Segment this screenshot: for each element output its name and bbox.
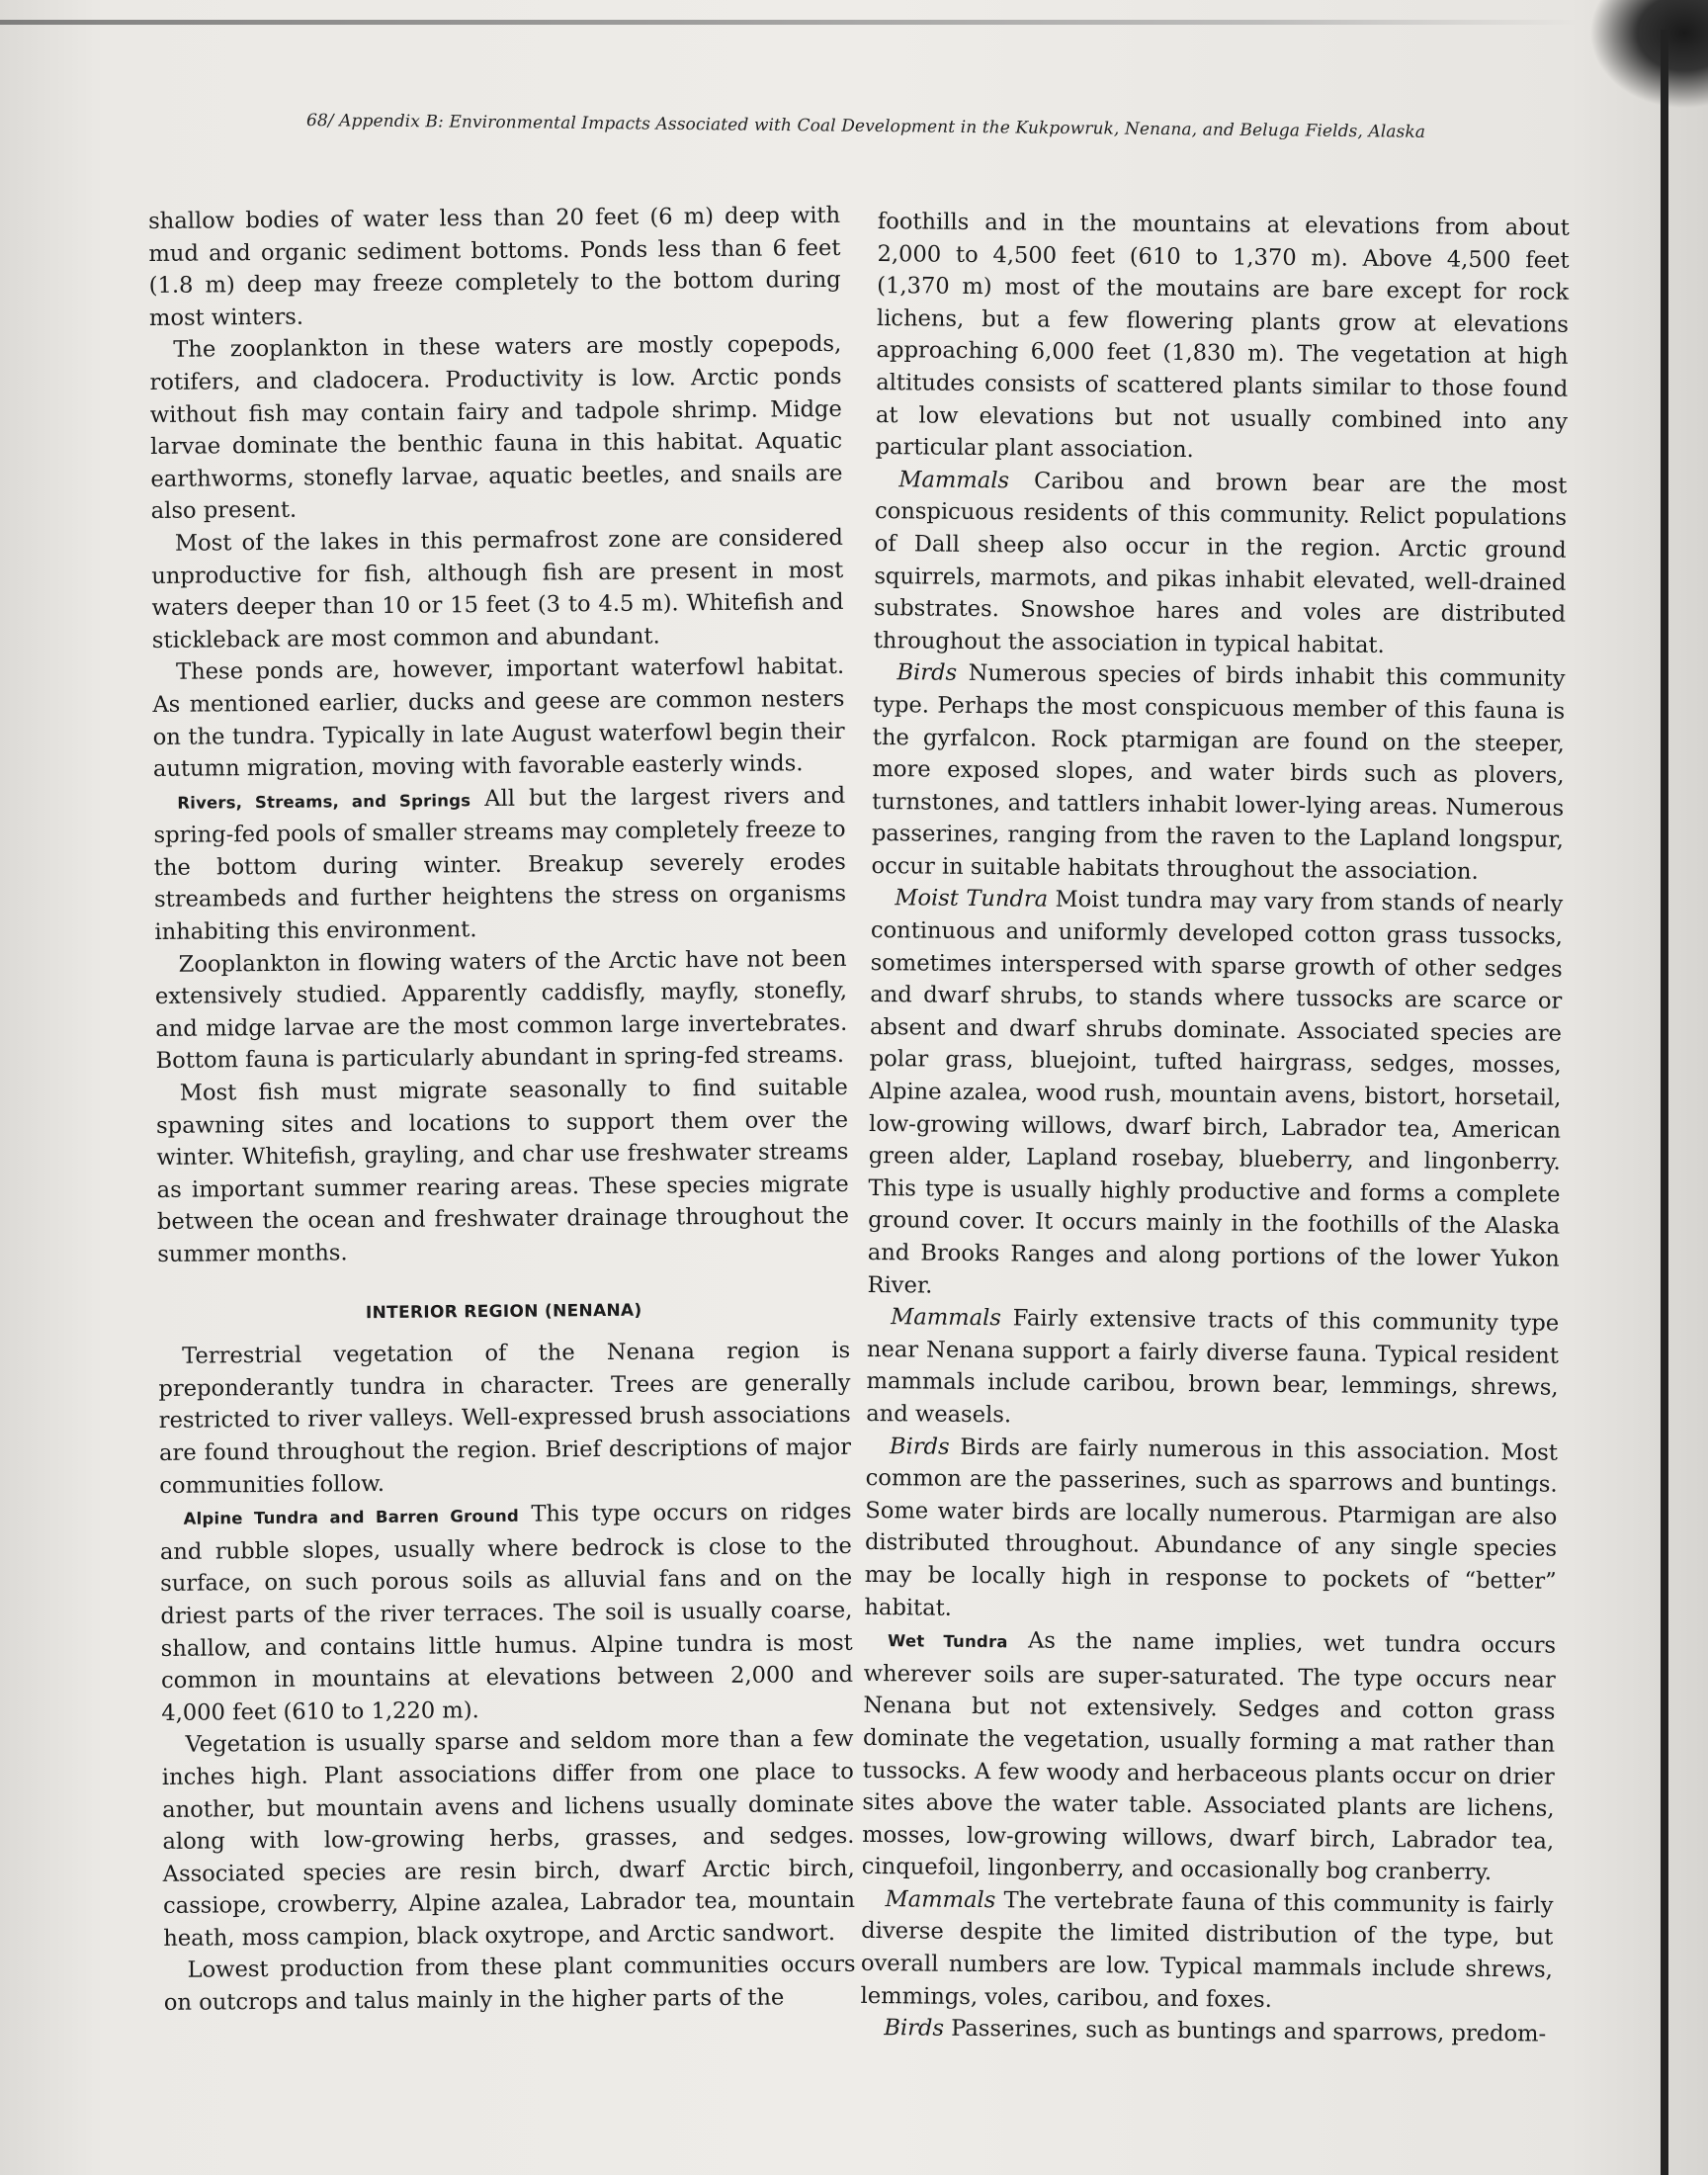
section-heading: INTERIOR REGION (NENANA): [365, 1300, 642, 1323]
paragraph: [159, 1496, 853, 1729]
paragraph: [864, 1431, 1558, 1630]
paragraph-text: The vertebrate fauna of this community is fairly diverse despite the limited distribution of the type, but overall numbers are low. Typical mammals include shrews, lemmings, voles, caribou, and foxes.: [860, 1887, 1554, 2013]
paragraph: shallow bodies of water less than 20 feet (6 m) deep with mud and organic sediment bottoms. Ponds less than 6 feet (1.8 m) deep may freeze completely to the bottom during most winters.: [148, 202, 841, 331]
paragraph: [153, 780, 846, 949]
paragraph-text: Fairly extensive tracts of this community type near Nenana support a fairly diverse fauna. Typical resident mammals include caribou, brown bear, lemmings, shrews, and weasels.: [866, 1305, 1560, 1429]
paragraph: Lowest production from these plant communities occurs on outcrops and talus mainly in the higher parts of the: [163, 1952, 856, 2016]
run-in-heading: Mammals: [898, 466, 1010, 494]
paragraph: Most fish must migrate seasonally to find suitable spawning sites and locations to support them over the winter. Whitefish, grayling, and char use freshwater streams as important summer rearing areas. These species migrate between the ocean and freshwater drainage throughout the summer months.: [156, 1074, 850, 1267]
run-in-heading: Mammals: [885, 1886, 996, 1914]
paragraph: These ponds are, however, important waterfowl habitat. As mentioned earlier, ducks and geese are common nesters on the tundra. Typically in late August waterfowl begin their autumn migration, moving with favorable easterly winds.: [152, 653, 845, 783]
paragraph: [866, 1301, 1559, 1436]
paragraph: [867, 882, 1563, 1307]
run-in-heading: Wet Tundra: [887, 1631, 1008, 1652]
run-in-heading: Birds: [897, 659, 958, 687]
run-in-heading: Birds: [884, 2015, 945, 2042]
binding-shadow: [1589, 0, 1708, 109]
paragraph-text: Passerines, such as buntings and sparrows, predom-: [943, 2015, 1547, 2047]
paragraph: Most of the lakes in this permafrost zone are considered unproductive for fish, although fish are present in most waters deeper than 10 or 15 feet (3 to 4.5 m). Whitefish and stickleback are most common and abundant.: [151, 524, 844, 653]
paragraph: [862, 1623, 1556, 1889]
paragraph: [860, 2012, 1552, 2050]
run-in-heading: Birds: [889, 1433, 950, 1460]
paragraph-text: Caribou and brown bear are the most conspicuous residents of this community. Relict populations of Dall sheep also occur in the region. Arctic ground squirrels, marmots, and pikas inhabit elevated, well-drained substrates. Snowshoe hares and voles are distributed throughout the association in typical habitat.: [873, 468, 1568, 658]
paragraph-text: All but the largest rivers and spring-fed pools of smaller streams may completely freeze to the bottom during winter. Breakup severely erodes streambeds and further heightens the stress on organisms inhabiting this environment.: [153, 782, 847, 946]
paragraph-text: Numerous species of birds inhabit this community type. Perhaps the most conspicuous member of this fauna is the gyrfalcon. Rock ptarmigan are found on the steeper, more exposed slopes, and water birds such as plovers, turnstones, and tattlers inhabit lower-lying areas. Numerous passerines, ranging from the raven to the Lapland longspur, occur in suitable habitats throughout the association.: [871, 660, 1566, 885]
run-in-heading: Mammals: [891, 1304, 1002, 1332]
run-in-heading: Rivers, Streams, and Springs: [177, 790, 471, 813]
paragraph-text: Moist tundra may vary from stands of nearly continuous and uniformly developed cotton grass tussocks, sometimes interspersed with sparse growth of other sedges and dwarf shrubs, to stands where tussocks are scarce or absent and dwarf shrubs dominate. Associated species are polar grass, bluejoint, tufted hairgrass, sedges, mosses, Alpine azalea, wood rush, mountain avens, bistort, horsetail, low-growing willows, dwarf birch, Labrador tea, American green alder, Lapland rosebay, blueberry, and lingonberry. This type is usually highly productive and forms a complete ground cover. It occurs mainly in the foothills of the Alaska and Brooks Ranges and along portions of the lower Yukon River.: [867, 887, 1564, 1299]
left-column: [148, 200, 856, 2020]
run-in-heading: Alpine Tundra and Barren Ground: [183, 1506, 519, 1528]
page-edge-shadow: [1661, 30, 1668, 2175]
paragraph: foothills and in the mountains at elevations from about 2,000 to 4,500 feet (610 to 1,370 m). Above 4,500 feet (1,370 m) most of the moutains are bare except for rock lichens, but a few flowering plants grow at elevations approaching 6,000 feet (1,830 m). The vegetation at high altitudes consists of scattered plants similar to those found at low elevations but not usually combined into any particular plant association.: [875, 208, 1570, 464]
paragraph-text: This type occurs on ridges and rubble slopes, usually where bedrock is close to the surface, on such porous soils as alluvial fans and on the driest parts of the river terraces. The soil is usually coarse, shallow, and contains little humus. Alpine tundra is most common in mountains at elevations between 2,000 and 4,000 feet (610 to 1,220 m).: [159, 1498, 854, 1726]
paragraph: [871, 656, 1565, 889]
paragraph: Vegetation is usually sparse and seldom more than a few inches high. Plant associations differ from one place to another, but mountain avens and lichens usually dominate along with low-growing herbs, grasses, and sedges. Associated species are resin birch, dwarf Arctic birch, cassiope, crowberry, Alpine azalea, Labrador tea, mountain heath, moss campion, black oxytrope, and Arctic sandwort.: [161, 1726, 856, 1952]
paragraph: [874, 464, 1568, 663]
paragraph-text: As the name implies, wet tundra occurs wherever soils are super-saturated. The type occurs near Nenana but not extensively. Sedges and cotton grass dominate the vegetation, usually forming a mat rather than tussocks. A few woody and herbaceous plants occur on drier sites above the water table. Associated plants are lichens, mosses, low-growing willows, dwarf birch, Labrador tea, cinquefoil, lingonberry, and occasionally bog cranberry.: [861, 1627, 1557, 1886]
paragraph: Terrestrial vegetation of the Nenana region is preponderantly tundra in character. Trees are generally restricted to river valleys. Well-expressed brush associations are found throughout the region. Brief descriptions of major communities follow.: [158, 1338, 852, 1499]
right-column: [860, 206, 1570, 2050]
paragraph: The zooplankton in these waters are mostly copepods, rotifers, and cladocera. Productivity is low. Arctic ponds without fish may contain fairy and tadpole shrimp. Midge larvae dominate the benthic fauna in this habitat. Aquatic earthworms, stonefly larvae, aquatic beetles, and snails are also present.: [149, 331, 843, 525]
paragraph: Zooplankton in flowing waters of the Arctic have not been extensively studied. Apparently caddisfly, mayfly, stonefly, and midge larvae are the most common large invertebrates. Bottom fauna is particularly abundant in spring-fed streams.: [154, 945, 848, 1075]
run-in-heading: Moist Tundra: [895, 885, 1049, 914]
paragraph: [860, 1883, 1553, 2019]
running-head: 68/ Appendix B: Environmental Impacts Associated with Coal Development in the Kukpowruk, Nenana, and Beluga Fields, Alaska: [305, 110, 1426, 142]
top-scan-rule: [0, 20, 1581, 25]
paragraph-text: Birds are fairly numerous in this association. Most common are the passerines, such as sparrows and buntings. Some water birds are locally numerous. Ptarmigan are also distributed throughout. Abundance of any single species may be locally high in response to pockets of “better” habitat.: [864, 1434, 1559, 1621]
